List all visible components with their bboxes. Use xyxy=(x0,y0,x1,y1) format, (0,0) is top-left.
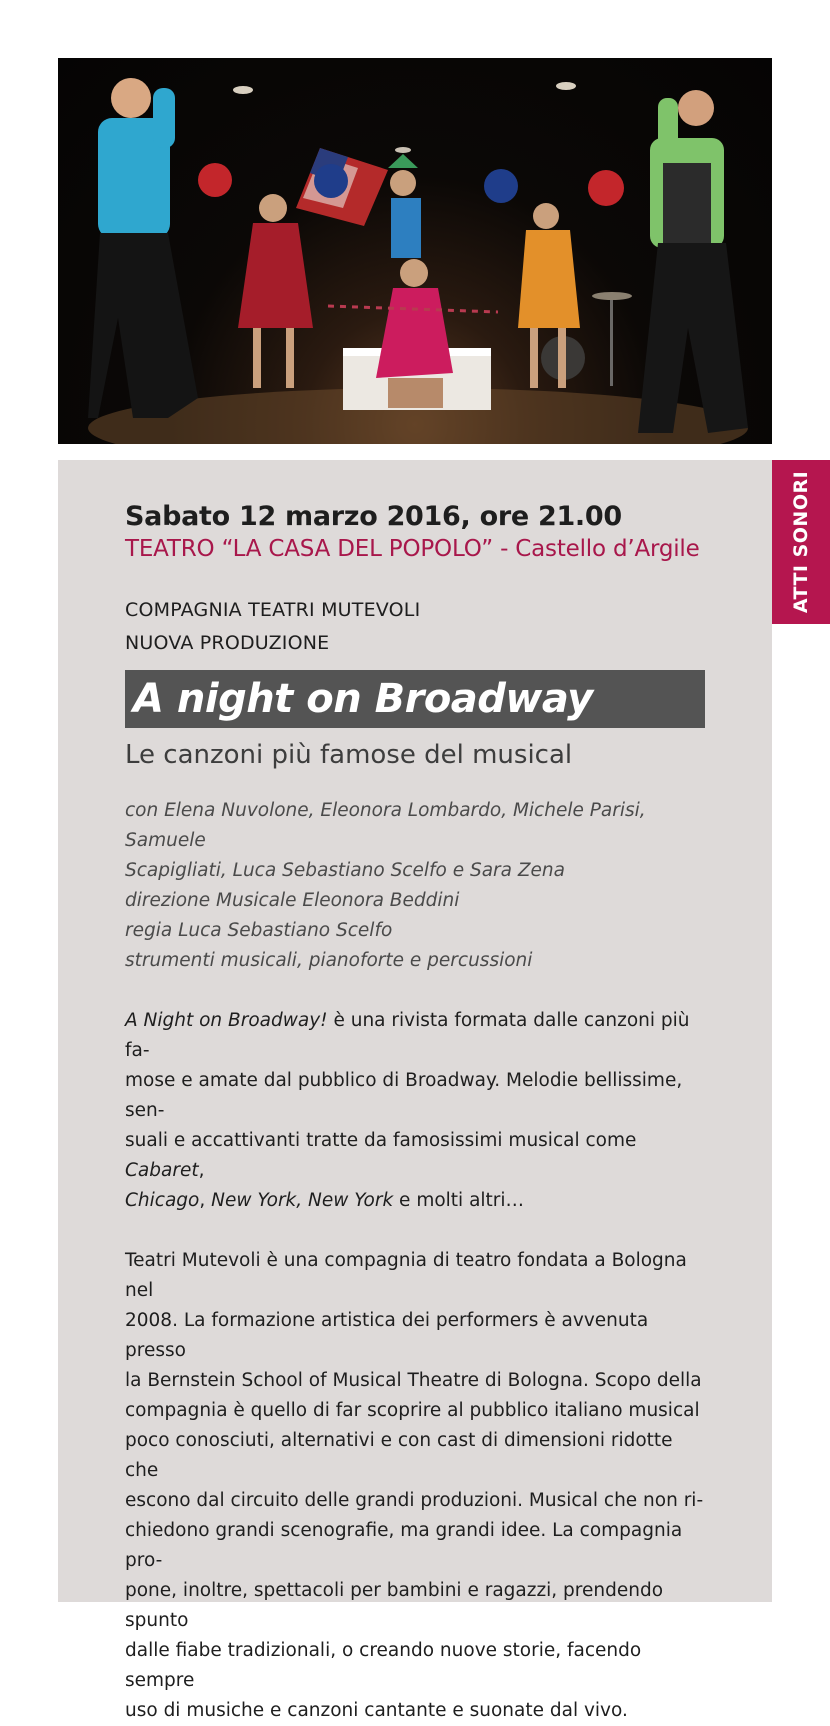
about-line: chiedono grandi scenografie, ma grandi idee. La compagnia pro- xyxy=(125,1520,683,1571)
event-venue: TEATRO “LA CASA DEL POPOLO” - Castello d’Argile xyxy=(125,536,700,562)
about-line: Teatri Mutevoli è una compagnia di teatro fondata a Bologna nel xyxy=(125,1250,687,1301)
description-emphasis: New York, New York xyxy=(211,1190,394,1211)
stage-photo xyxy=(58,58,772,444)
company-block xyxy=(125,594,705,660)
description-text: e molti altri… xyxy=(393,1190,525,1211)
description-text: suali e accattivanti tratte da famosissimi musical come xyxy=(125,1130,637,1151)
description-line xyxy=(125,1126,705,1186)
about-line: dalle fiabe tradizionali, o creando nuove storie, facendo sempre xyxy=(125,1640,642,1691)
credits-line: regia Luca Sebastiano Scelfo xyxy=(125,920,393,941)
credits-line: direzione Musicale Eleonora Beddini xyxy=(125,890,460,911)
about-line: pone, inoltre, spettacoli per bambini e ragazzi, prendendo spunto xyxy=(125,1580,664,1631)
description-text: , xyxy=(198,1160,205,1181)
description-emphasis: A Night on Broadway! xyxy=(125,1010,328,1031)
description-text: mose e amate dal pubblico di Broadway. Melodie bellissime, sen- xyxy=(125,1070,683,1121)
show-title-bar xyxy=(125,670,705,728)
event-date: Sabato 12 marzo 2016, ore 21.00 xyxy=(125,501,622,532)
section-tab xyxy=(772,460,830,624)
company-about xyxy=(125,1246,705,1726)
stage-photo-illustration xyxy=(58,58,772,444)
credits xyxy=(125,796,705,976)
show-title: A night on Broadway xyxy=(133,676,593,722)
description-line xyxy=(125,1186,705,1216)
credits-line: con Elena Nuvolone, Eleonora Lombardo, Michele Parisi, Samuele xyxy=(125,800,646,851)
about-line: compagnia è quello di far scoprire al pubblico italiano musical xyxy=(125,1400,700,1421)
section-tab-label: ATTI SONORI xyxy=(790,470,813,614)
description-text: è una rivista formata dalle canzoni più fa- xyxy=(125,1010,690,1061)
credits-line: Scapigliati, Luca Sebastiano Scelfo e Sara Zena xyxy=(125,860,565,881)
description-line xyxy=(125,1066,705,1126)
show-description xyxy=(125,1006,705,1216)
show-subtitle: Le canzoni più famose del musical xyxy=(125,740,573,770)
about-line: la Bernstein School of Musical Theatre di Bologna. Scopo della xyxy=(125,1370,702,1391)
about-line: escono dal circuito delle grandi produzioni. Musical che non ri- xyxy=(125,1490,704,1511)
description-text: , xyxy=(199,1190,212,1211)
company-name: COMPAGNIA TEATRI MUTEVOLI xyxy=(125,599,421,621)
description-line xyxy=(125,1006,705,1066)
about-line: poco conosciuti, alternativi e con cast di dimensioni ridotte che xyxy=(125,1430,673,1481)
production-label: NUOVA PRODUZIONE xyxy=(125,632,330,654)
about-line: 2008. La formazione artistica dei performers è avvenuta presso xyxy=(125,1310,649,1361)
description-emphasis: Chicago xyxy=(125,1190,200,1211)
event-content xyxy=(125,500,705,1726)
about-line: uso di musiche e canzoni cantante e suonate dal vivo. xyxy=(125,1700,628,1721)
credits-line: strumenti musicali, pianoforte e percussioni xyxy=(125,950,533,971)
description-emphasis: Cabaret xyxy=(125,1160,199,1181)
